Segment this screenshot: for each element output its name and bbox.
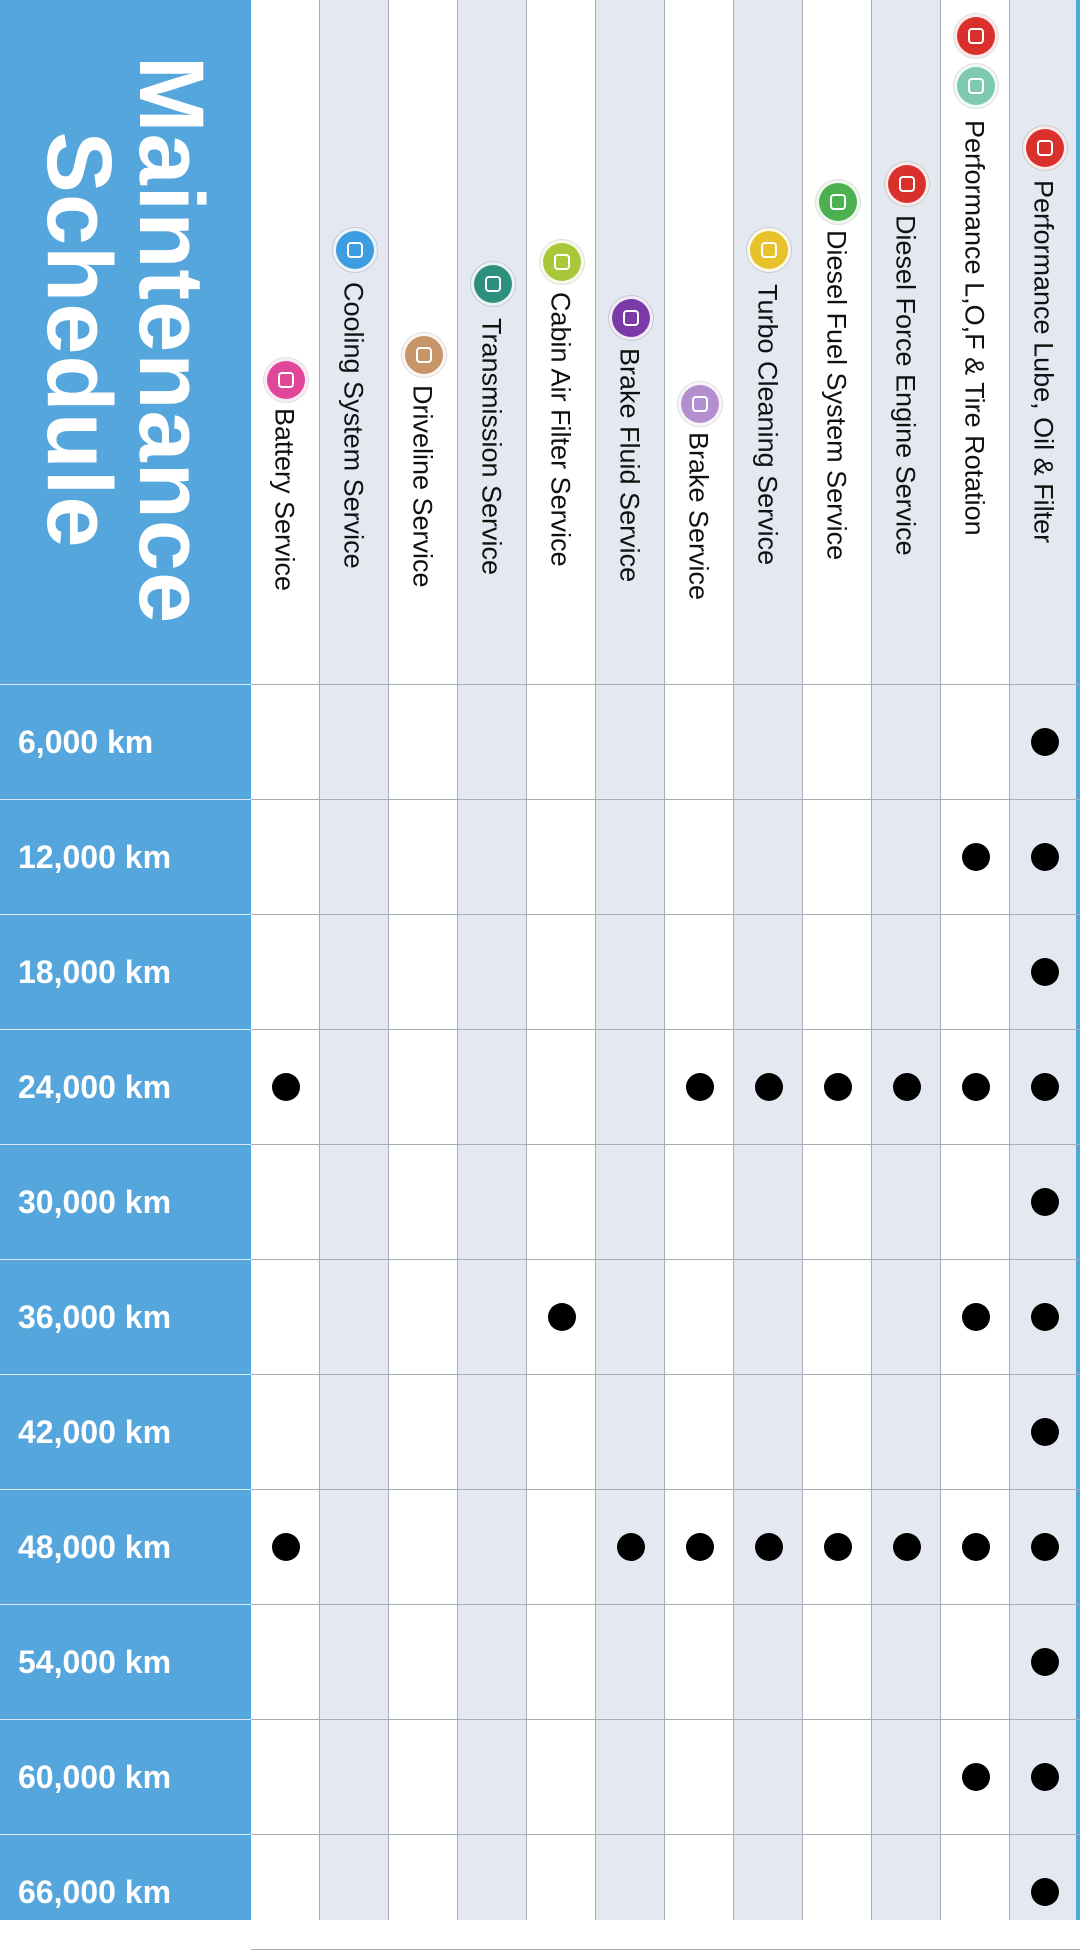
service-column	[251, 0, 320, 1920]
service-due-dot	[1031, 1188, 1059, 1216]
service-due-dot	[893, 1073, 921, 1101]
service-due-dot	[962, 1303, 990, 1331]
row-divider	[251, 1029, 1080, 1030]
interval-label: 18,000 km	[0, 914, 251, 1029]
battery-icon	[264, 358, 308, 402]
interval-label: 24,000 km	[0, 1029, 251, 1144]
page-title	[28, 55, 222, 625]
air-filter-icon	[540, 240, 584, 284]
service-due-dot	[686, 1073, 714, 1101]
interval-label: 54,000 km	[0, 1604, 251, 1719]
row-divider	[251, 799, 1080, 800]
brake-icon	[678, 382, 722, 426]
service-due-dot	[272, 1073, 300, 1101]
service-due-dot	[1031, 1533, 1059, 1561]
service-column	[527, 0, 596, 1920]
right-edge-strip	[1076, 0, 1080, 1920]
service-header-label: Brake Service	[683, 432, 714, 601]
schedule-grid	[251, 0, 1080, 1920]
service-due-dot	[962, 843, 990, 871]
row-divider	[251, 1719, 1080, 1720]
service-due-dot	[755, 1073, 783, 1101]
interval-label: 30,000 km	[0, 1144, 251, 1259]
service-due-dot	[824, 1073, 852, 1101]
row-divider	[251, 1259, 1080, 1260]
service-due-dot	[686, 1533, 714, 1561]
service-column	[389, 0, 458, 1920]
row-divider	[251, 1489, 1080, 1490]
interval-label: 42,000 km	[0, 1374, 251, 1489]
service-due-dot	[1031, 1763, 1059, 1791]
service-due-dot	[962, 1073, 990, 1101]
service-column	[665, 0, 734, 1920]
title-panel	[0, 0, 251, 684]
interval-label: 6,000 km	[0, 684, 251, 799]
turbo-icon	[747, 228, 791, 272]
service-due-dot	[1031, 1878, 1059, 1906]
tire-icon	[954, 64, 998, 108]
service-header-label: Performance Lube, Oil & Filter	[1028, 180, 1059, 544]
service-due-dot	[1031, 1648, 1059, 1676]
service-due-dot	[272, 1533, 300, 1561]
row-divider	[251, 1144, 1080, 1145]
oil-tire-icon	[954, 14, 998, 58]
service-column	[596, 0, 665, 1920]
row-divider	[251, 1604, 1080, 1605]
service-header-label: Cooling System Service	[338, 282, 369, 569]
engine-icon	[885, 162, 929, 206]
service-header-label: Diesel Force Engine Service	[890, 215, 921, 556]
service-due-dot	[1031, 1418, 1059, 1446]
service-due-dot	[824, 1533, 852, 1561]
transmission-icon	[471, 262, 515, 306]
service-due-dot	[617, 1533, 645, 1561]
service-header-label: Performance L,O,F & Tire Rotation	[959, 120, 990, 536]
service-header-label: Brake Fluid Service	[614, 348, 645, 583]
interval-label: 12,000 km	[0, 799, 251, 914]
fuel-system-icon	[816, 180, 860, 224]
service-due-dot	[548, 1303, 576, 1331]
title-line-2: Schedule	[28, 131, 130, 549]
oil-can-icon	[1023, 126, 1067, 170]
service-header-label: Driveline Service	[407, 385, 438, 588]
service-header-label: Turbo Cleaning Service	[752, 284, 783, 566]
service-due-dot	[893, 1533, 921, 1561]
service-due-dot	[1031, 843, 1059, 871]
service-header-label: Diesel Fuel System Service	[821, 230, 852, 561]
coolant-icon	[333, 228, 377, 272]
interval-column	[0, 684, 251, 1920]
service-due-dot	[1031, 958, 1059, 986]
service-due-dot	[1031, 1073, 1059, 1101]
service-due-dot	[755, 1533, 783, 1561]
interval-label: 36,000 km	[0, 1259, 251, 1374]
service-due-dot	[1031, 728, 1059, 756]
interval-label: 60,000 km	[0, 1719, 251, 1834]
driveline-icon	[402, 333, 446, 377]
interval-label: 66,000 km	[0, 1834, 251, 1949]
header-divider	[251, 684, 1080, 685]
row-divider	[251, 1374, 1080, 1375]
interval-label: 48,000 km	[0, 1489, 251, 1604]
service-due-dot	[962, 1533, 990, 1561]
service-header-label: Cabin Air Filter Service	[545, 292, 576, 567]
brake-fluid-icon	[609, 296, 653, 340]
service-due-dot	[1031, 1303, 1059, 1331]
service-header-label: Transmission Service	[476, 318, 507, 576]
service-header-label: Battery Service	[269, 408, 300, 592]
row-divider	[251, 1834, 1080, 1835]
service-due-dot	[962, 1763, 990, 1791]
row-divider	[251, 914, 1080, 915]
title-line-1: Maintenance	[120, 55, 222, 625]
